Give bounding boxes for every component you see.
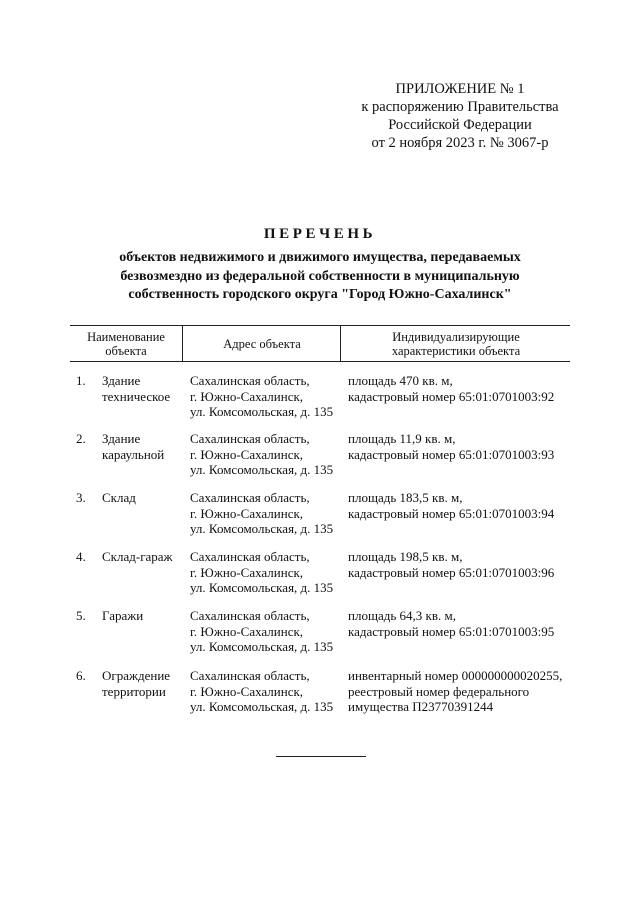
header-characteristics-line: Индивидуализирующие bbox=[392, 329, 520, 344]
end-divider bbox=[276, 756, 366, 757]
header-address-line: Адрес объекта bbox=[223, 336, 301, 351]
row-characteristics bbox=[348, 431, 554, 462]
row-address-line: Сахалинская область, bbox=[190, 549, 310, 564]
row-address-line: г. Южно-Сахалинск, bbox=[190, 446, 304, 462]
row-characteristics-line: реестровый номер федерального bbox=[348, 683, 530, 699]
row-name-line: техническое bbox=[102, 388, 171, 404]
row-number: 2. bbox=[76, 431, 86, 446]
row-address-line: ул. Комсомольская, д. 135 bbox=[190, 580, 334, 596]
row-address bbox=[190, 668, 333, 715]
row-name-line: Гаражи bbox=[102, 608, 144, 623]
row-name-line: Здание bbox=[102, 373, 141, 388]
row-characteristics-line: площадь 183,5 кв. м, bbox=[348, 490, 463, 505]
row-address-line: г. Южно-Сахалинск, bbox=[190, 564, 304, 580]
row-address-line: Сахалинская область, bbox=[190, 490, 310, 505]
row-characteristics-line: площадь 470 кв. м, bbox=[348, 373, 453, 388]
row-name bbox=[102, 490, 136, 506]
row-address-line: Сахалинская область, bbox=[190, 431, 310, 446]
row-name-line: Склад-гараж bbox=[102, 549, 173, 564]
row-number: 1. bbox=[76, 373, 86, 388]
row-name-line: Здание bbox=[102, 431, 141, 446]
row-characteristics-line: кадастровый номер 65:01:0701003:94 bbox=[348, 505, 555, 521]
row-name bbox=[102, 549, 173, 565]
row-address-line: г. Южно-Сахалинск, bbox=[190, 388, 304, 404]
header-address bbox=[182, 326, 341, 361]
annex-block bbox=[340, 80, 580, 152]
row-name bbox=[102, 431, 164, 462]
row-address bbox=[190, 608, 333, 655]
row-address bbox=[190, 431, 333, 478]
row-characteristics-line: инвентарный номер 000000000020255, bbox=[348, 668, 563, 683]
row-characteristics bbox=[348, 668, 562, 715]
row-characteristics bbox=[348, 549, 554, 580]
row-characteristics bbox=[348, 490, 554, 521]
header-characteristics-line: характеристики объекта bbox=[391, 343, 521, 358]
header-name-line: объекта bbox=[105, 343, 147, 358]
annex-line: к распоряжению Правительства bbox=[361, 99, 559, 115]
row-characteristics bbox=[348, 608, 554, 639]
row-number: 4. bbox=[76, 549, 86, 564]
row-number: 5. bbox=[76, 608, 86, 623]
row-address bbox=[190, 490, 333, 537]
row-name-line: Ограждение bbox=[102, 668, 171, 683]
row-address-line: ул. Комсомольская, д. 135 bbox=[190, 521, 334, 537]
row-characteristics-line: площадь 11,9 кв. м, bbox=[348, 431, 456, 446]
row-address-line: ул. Комсомольская, д. 135 bbox=[190, 699, 334, 715]
row-address-line: ул. Комсомольская, д. 135 bbox=[190, 462, 334, 478]
row-name bbox=[102, 668, 170, 699]
row-name bbox=[102, 373, 170, 404]
row-characteristics-line: площадь 198,5 кв. м, bbox=[348, 549, 463, 564]
page-subtitle bbox=[0, 249, 640, 305]
row-name-line: территории bbox=[102, 683, 166, 699]
row-number: 6. bbox=[76, 668, 86, 683]
row-characteristics-line: имущества П23770391244 bbox=[348, 699, 494, 715]
header-name-line: Наименование bbox=[87, 329, 165, 344]
row-address-line: г. Южно-Сахалинск, bbox=[190, 683, 304, 699]
row-address-line: Сахалинская область, bbox=[190, 608, 310, 623]
row-address-line: ул. Комсомольская, д. 135 bbox=[190, 404, 334, 420]
row-name-line: Склад bbox=[102, 490, 136, 505]
row-name bbox=[102, 608, 143, 624]
row-address-line: г. Южно-Сахалинск, bbox=[190, 505, 304, 521]
annex-line: Российской Федерации bbox=[388, 117, 532, 133]
subtitle-line: собственность городского округа "Город Южно-Сахалинск" bbox=[128, 287, 512, 302]
row-characteristics-line: площадь 64,3 кв. м, bbox=[348, 608, 456, 623]
page-title: ПЕРЕЧЕНЬ bbox=[263, 226, 377, 242]
row-characteristics-line: кадастровый номер 65:01:0701003:92 bbox=[348, 388, 555, 404]
row-address-line: г. Южно-Сахалинск, bbox=[190, 623, 304, 639]
table-header bbox=[70, 325, 570, 362]
row-address-line: Сахалинская область, bbox=[190, 373, 310, 388]
row-address-line: Сахалинская область, bbox=[190, 668, 310, 683]
header-characteristics bbox=[340, 326, 571, 361]
row-name-line: караульной bbox=[102, 446, 165, 462]
row-address bbox=[190, 373, 333, 420]
header-name bbox=[70, 326, 182, 361]
row-address-line: ул. Комсомольская, д. 135 bbox=[190, 639, 334, 655]
row-characteristics-line: кадастровый номер 65:01:0701003:96 bbox=[348, 564, 555, 580]
subtitle-line: объектов недвижимого и движимого имущества, передаваемых bbox=[119, 250, 521, 265]
row-characteristics bbox=[348, 373, 554, 404]
row-characteristics-line: кадастровый номер 65:01:0701003:93 bbox=[348, 446, 555, 462]
annex-title: ПРИЛОЖЕНИЕ № 1 bbox=[395, 81, 525, 97]
row-number: 3. bbox=[76, 490, 86, 505]
row-characteristics-line: кадастровый номер 65:01:0701003:95 bbox=[348, 623, 555, 639]
subtitle-line: безвозмездно из федеральной собственности в муниципальную bbox=[120, 268, 520, 284]
annex-date: от 2 ноября 2023 г. № 3067-р bbox=[371, 135, 549, 151]
row-address bbox=[190, 549, 333, 596]
